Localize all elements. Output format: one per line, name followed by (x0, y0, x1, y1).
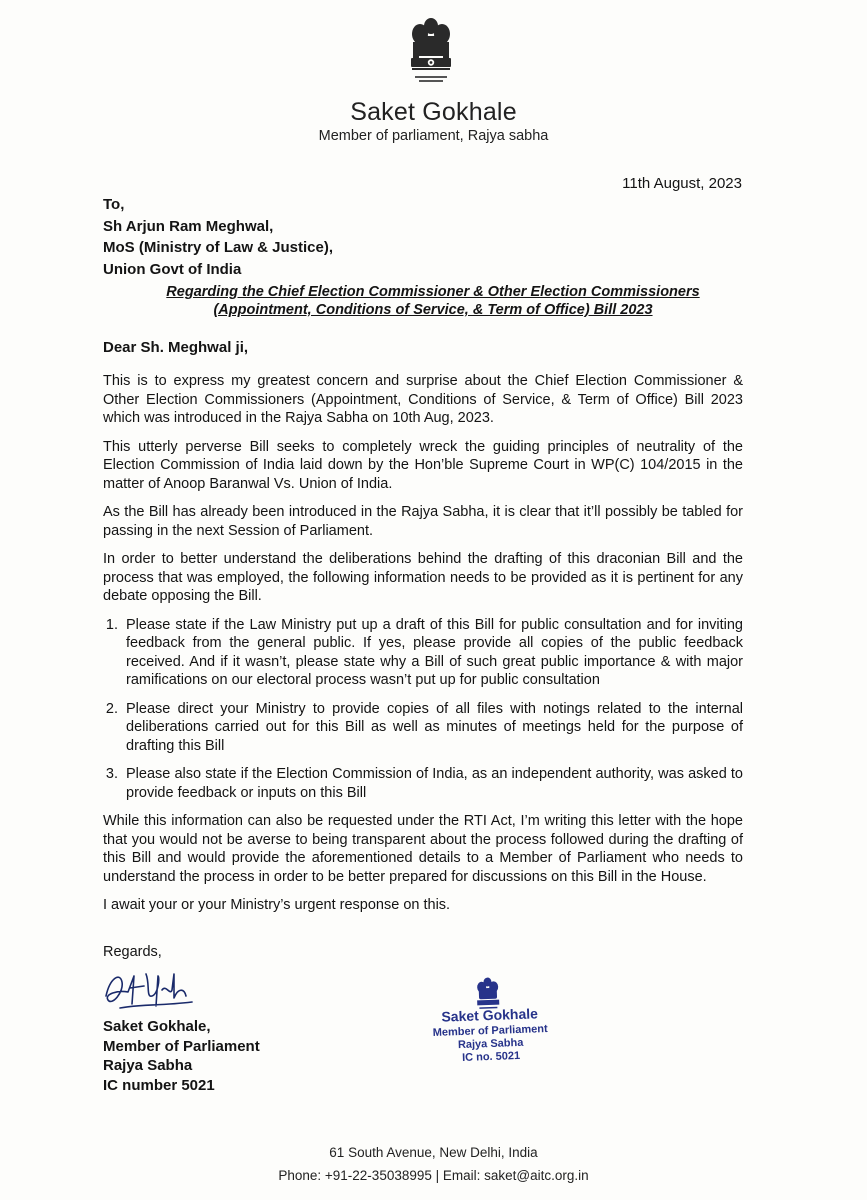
letterhead-role: Member of parliament, Rajya sabha (318, 128, 549, 144)
subject-line-2: (Appointment, Conditions of Service, & Term of Office) Bill 2023 (213, 302, 653, 318)
body-paragraph: As the Bill has already been introduced in the Rajya Sabha, it is clear that it’ll possibly be tabled for passing in the next Session of Parliament. (103, 504, 743, 539)
state-emblem-icon (403, 12, 459, 94)
request-item: 1. Please state if the Law Ministry put up a draft of this Bill for public consultation and for inviting feedback from the general public. If yes, please provide all copies of the public feedback received. And if it wasn’t, please state why a Bill of such great public importance & with major ramifications on our electoral process wasn’t put up for public consultation (122, 616, 743, 690)
stamp-ic: IC no. 5021 (461, 1049, 521, 1064)
letterhead-name: Saket Gokhale (350, 98, 517, 126)
body-paragraph: This is to express my greatest concern and surprise about the Chief Election Commissioner & Other Election Commissioners (Appointment, Conditions of Service, & Term of Office) Bill 2023 which was introduced in the Rajya Sabha on 10th Aug, 2023. (103, 373, 743, 426)
signoff-ic: IC number 5021 (103, 1076, 215, 1094)
regards: Regards, (103, 944, 162, 960)
recipient-govt: Union Govt of India (103, 260, 242, 278)
signoff-name: Saket Gokhale, (103, 1018, 211, 1035)
letter-body (103, 372, 743, 925)
request-item: 3. Please also state if the Election Commission of India, as an independent authority, was asked to provide feedback or inputs on this Bill (122, 765, 743, 802)
footer-address: 61 South Avenue, New Delhi, India (329, 1145, 538, 1160)
closing-paragraph: While this information can also be requested under the RTI Act, I’m writing this letter with the hope that you would not be averse to being transparent about the process followed during the drafting of this Bill and would provide the aforementioned details to a Member of Parliament who needs to understand the process in order to be better prepared for discussions on this Bill in the House. (103, 813, 743, 885)
subject-line-1: Regarding the Chief Election Commissioner & Other Election Commissioners (166, 284, 700, 300)
recipient-to: To, (103, 196, 125, 213)
footer-contact: Phone: +91-22-35038995 | Email: saket@aitc.org.in (278, 1168, 589, 1183)
recipient-name: Sh Arjun Ram Meghwal, (103, 217, 274, 235)
stamp-house: Rajya Sabha (457, 1036, 524, 1052)
official-stamp (398, 972, 581, 1078)
signoff-role: Member of Parliament (103, 1037, 260, 1055)
salutation: Dear Sh. Meghwal ji, (103, 339, 249, 356)
subject-line (103, 283, 763, 319)
request-item: 2. Please direct your Ministry to provide copies of all files with notings related to the internal deliberations carried out for this Bill as well as minutes of meetings held for the purpose of drafting this Bill (122, 700, 743, 756)
stamp-name: Saket Gokhale (441, 1005, 539, 1025)
letter-date: 11th August, 2023 (622, 175, 742, 192)
body-paragraph: In order to better understand the deliberations behind the drafting of this draconian Bill and the process that was employed, the following information needs to be provided as it is pertinent for any debate opposing the Bill. (103, 551, 743, 604)
recipient-office: MoS (Ministry of Law & Justice), (103, 239, 334, 256)
signoff-house: Rajya Sabha (103, 1057, 193, 1074)
stamp-role: Member of Parliament (432, 1022, 548, 1039)
recipient-block (103, 194, 333, 280)
request-list (103, 616, 743, 803)
closing-paragraph: I await your or your Ministry’s urgent response on this. (103, 897, 451, 913)
handwritten-signature (100, 966, 200, 1012)
signoff-block (103, 1017, 260, 1095)
body-paragraph: This utterly perverse Bill seeks to completely wreck the guiding principles of neutrality of the Election Commission of India laid down by the Hon’ble Supreme Court in WP(C) 104/2015 in the matter of Anoop Baranwal Vs. Union of India. (103, 438, 743, 492)
